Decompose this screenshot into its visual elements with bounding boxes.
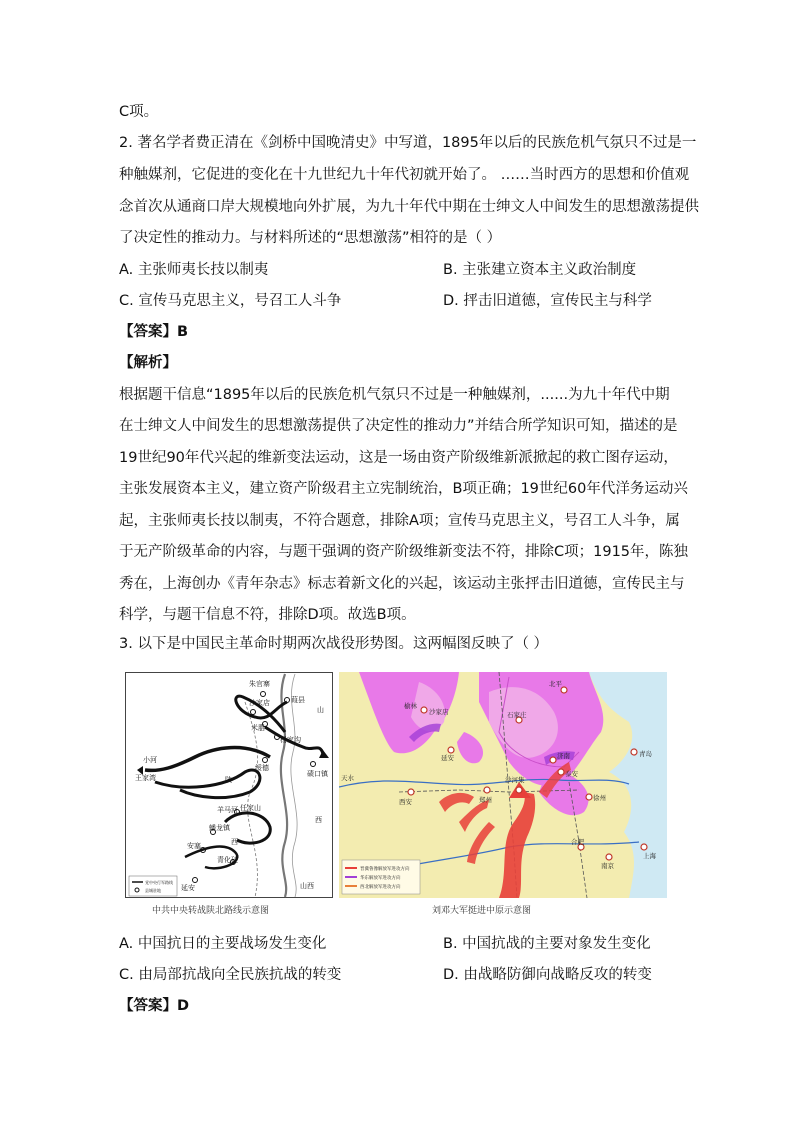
option-d: D. 抨击旧道德，宣传民主与科学 [443,293,652,309]
map-label: 延安 [441,754,454,762]
map-label: 朱官寨 [249,680,270,688]
answer-label: 【答案】B [119,324,189,340]
map-label: 徐州 [593,794,606,802]
map-label: 南京 [601,862,614,870]
map-label: 西 [231,838,238,846]
legend-label: 西北解放军进攻方向 [360,885,401,890]
option-a: A. 中国抗日的主要战场发生变化 [119,936,327,952]
map-label: 任家山 [240,804,261,812]
option-a: A. 主张师夷长技以制夷 [119,262,269,278]
option-b: B. 中国抗战的主要对象发生变化 [443,936,651,952]
legend-label: 县城驻地 [145,888,161,893]
analysis-line: 秀在，上海创办《青年杂志》标志着新文化的兴起，该运动主张抨击旧道德，宣传民主与 [119,576,685,592]
map-label: 合肥 [571,838,584,846]
map-label: 延安 [181,884,195,892]
analysis-line: 于无产阶级革命的内容，与题干强调的资产阶级维新变法不符，排除C项；1915年，陈独 [119,544,689,560]
right-map-caption: 刘邓大军挺进中原示意图 [432,906,532,916]
text-line: 种触媒剂，它促进的变化在十九世纪九十年代初就开始了。 ……当时西方的思想和价值观 [119,167,690,183]
map-label: 杨家沟 [280,736,301,744]
text-line: 念首次从通商口岸大规模地向外扩展，为九十年代中期在士绅文人中间发生的思想激荡提供 [119,199,699,215]
analysis-line: 科学，与题干信息不符，排除D项。故选B项。 [119,607,416,623]
central-plains-svg [339,672,667,898]
map-label: 山西 [300,882,314,890]
map-label: 石家庄 [507,711,527,719]
map-label: 泰安 [565,770,578,778]
legend-label: 晋冀鲁豫解放军进攻方向 [360,867,410,872]
question-3-stem: 3. 以下是中国民主革命时期两次战役形势图。这两幅图反映了（ ） [119,636,549,652]
analysis-line: 主张发展资本主义，建立资产阶级君主立宪制统治，B项正确；19世纪60年代洋务运动兴 [119,481,688,497]
central-plains-map [339,672,667,898]
option-b: B. 主张建立资本主义政治制度 [443,262,637,278]
map-label: 蟠龙镇 [209,824,230,832]
map-label: 郑州 [479,796,492,804]
shaanbei-route-svg [125,672,333,898]
map-label: 碛口镇 [307,770,328,778]
map-label: 安塞 [187,842,201,850]
map-label: 青岛 [639,750,652,758]
left-map-caption: 中共中央转战陕北路线示意图 [152,906,270,916]
map-label: 沙家店 [249,699,270,707]
map-label: 陕 [225,776,232,784]
shaanbei-route-map [125,672,333,898]
map-label: 青化砭 [217,856,238,864]
text-line: C项。 [119,104,159,120]
legend-label: 党中央行军路线 [145,880,173,885]
map-label: 山 [317,706,324,714]
map-label: 羊马河 [217,806,238,814]
option-c: C. 宣传马克思主义，号召工人斗争 [119,293,342,309]
map-label: 米脂 [251,724,265,732]
option-d: D. 由战略防御向战略反攻的转变 [443,967,652,983]
text-line: 了决定性的推动力。与材料所述的“思想激荡”相符的是（ ） [119,230,502,246]
map-label: 济南 [557,752,570,760]
map-label: 王家湾 [135,774,156,782]
analysis-line: 起，主张师夷长技以制夷，不符合题意，排除A项；宣传马克思主义，号召工人斗争，属 [119,513,680,529]
map-label: 沙河集 [505,776,525,784]
map-label: 葭县 [291,696,305,704]
answer-label: 【答案】D [119,998,190,1014]
analysis-label: 【解析】 [119,355,177,371]
map-label: 绥德 [255,764,269,772]
map-label: 西 [315,816,322,824]
map-label: 小河 [143,756,157,764]
map-label: 西安 [399,798,412,806]
analysis-line: 19世纪90年代兴起的维新变法运动，这是一场由资产阶级维新派掀起的救亡图存运动， [119,450,678,466]
map-label: 北平 [549,680,562,688]
option-c: C. 由局部抗战向全民族抗战的转变 [119,967,342,983]
map-label: 沙家店 [429,708,449,716]
analysis-line: 在士绅文人中间发生的思想激荡提供了决定性的推动力”并结合所学知识可知，描述的是 [119,418,678,434]
legend-label: 华东解放军进攻方向 [360,876,401,881]
analysis-line: 根据题干信息“1895年以后的民族危机气氛只不过是一种触媒剂，......为九十年代中期 [119,387,670,403]
map-label: 榆林 [404,702,417,710]
map-label: 上海 [643,852,656,860]
map-label: 天水 [341,774,354,782]
question-2-stem: 2. 著名学者费正清在《剑桥中国晚清史》中写道，1895年以后的民族危机气氛只不过是一 [119,135,697,151]
